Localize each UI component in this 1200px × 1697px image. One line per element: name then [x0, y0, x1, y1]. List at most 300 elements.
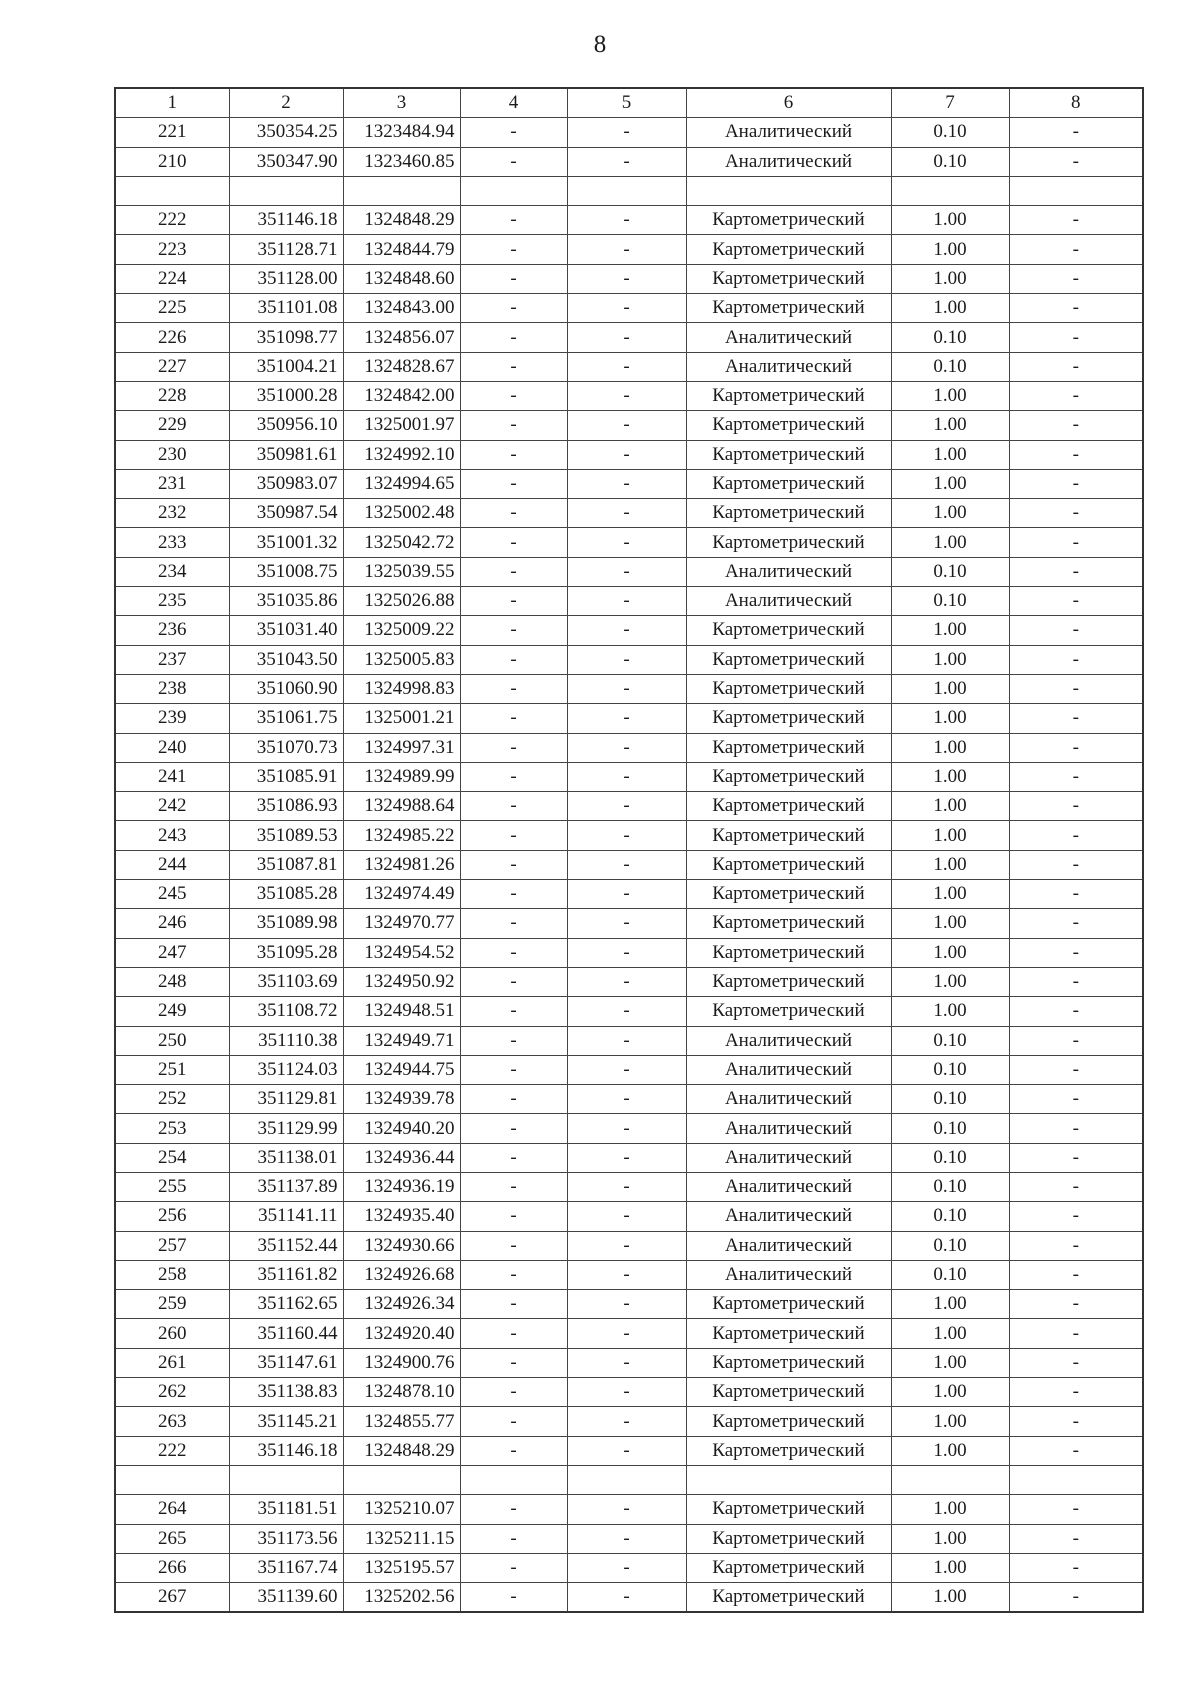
column-header-1: 1	[115, 88, 229, 118]
point-number-cell: 249	[115, 997, 229, 1026]
method-cell: Картометрический	[686, 469, 891, 498]
table-row	[115, 1260, 1143, 1289]
column-4-cell: -	[460, 1202, 567, 1231]
table-row	[115, 557, 1143, 586]
accuracy-cell: 1.00	[891, 645, 1009, 674]
table-row	[115, 997, 1143, 1026]
x-coordinate-cell: 350981.61	[229, 440, 343, 469]
column-5-cell: -	[567, 1172, 686, 1201]
y-coordinate-cell: 1324936.44	[343, 1143, 460, 1172]
y-coordinate-cell: 1323460.85	[343, 147, 460, 176]
accuracy-cell: 0.10	[891, 1114, 1009, 1143]
table-row	[115, 733, 1143, 762]
accuracy-cell: 1.00	[891, 235, 1009, 264]
point-number-cell: 259	[115, 1290, 229, 1319]
column-header-8: 8	[1009, 88, 1143, 118]
point-number-cell: 222	[115, 206, 229, 235]
point-number-cell: 210	[115, 147, 229, 176]
x-coordinate-cell: 350347.90	[229, 147, 343, 176]
column-5-cell: -	[567, 1378, 686, 1407]
point-number-cell: 253	[115, 1114, 229, 1143]
column-4-cell: -	[460, 411, 567, 440]
method-cell: Аналитический	[686, 587, 891, 616]
table-row	[115, 1319, 1143, 1348]
method-cell: Картометрический	[686, 997, 891, 1026]
point-number-cell: 243	[115, 821, 229, 850]
column-8-cell: -	[1009, 821, 1143, 850]
y-coordinate-cell: 1324842.00	[343, 381, 460, 410]
point-number-cell: 225	[115, 294, 229, 323]
accuracy-cell: 1.00	[891, 909, 1009, 938]
table-row	[115, 1436, 1143, 1465]
point-number-cell: 234	[115, 557, 229, 586]
table-row	[115, 1290, 1143, 1319]
y-coordinate-cell: 1324828.67	[343, 352, 460, 381]
column-4-cell: -	[460, 557, 567, 586]
table-header-row	[115, 88, 1143, 118]
table-body	[115, 118, 1143, 1613]
y-coordinate-cell: 1325211.15	[343, 1524, 460, 1553]
y-coordinate-cell: 1324855.77	[343, 1407, 460, 1436]
column-5-cell: -	[567, 1202, 686, 1231]
y-coordinate-cell: 1324948.51	[343, 997, 460, 1026]
method-cell: Картометрический	[686, 1348, 891, 1377]
point-number-cell: 230	[115, 440, 229, 469]
accuracy-cell: 1.00	[891, 821, 1009, 850]
y-coordinate-cell: 1325001.21	[343, 704, 460, 733]
column-5-cell: -	[567, 880, 686, 909]
column-4-cell: -	[460, 1495, 567, 1524]
method-cell: Картометрический	[686, 1553, 891, 1582]
column-4-cell: -	[460, 1553, 567, 1582]
x-coordinate-cell: 351139.60	[229, 1583, 343, 1613]
method-cell: Картометрический	[686, 1524, 891, 1553]
accuracy-cell: 1.00	[891, 499, 1009, 528]
y-coordinate-cell: 1324989.99	[343, 762, 460, 791]
x-coordinate-cell: 351161.82	[229, 1260, 343, 1289]
table-row	[115, 762, 1143, 791]
method-cell: Картометрический	[686, 1290, 891, 1319]
table-row	[115, 850, 1143, 879]
method-cell: Аналитический	[686, 1055, 891, 1084]
accuracy-cell: 0.10	[891, 1055, 1009, 1084]
point-number-cell: 226	[115, 323, 229, 352]
x-coordinate-cell: 351138.01	[229, 1143, 343, 1172]
column-5-cell: -	[567, 411, 686, 440]
point-number-cell: 236	[115, 616, 229, 645]
method-cell: Аналитический	[686, 1172, 891, 1201]
column-4-cell: -	[460, 264, 567, 293]
method-cell	[686, 176, 891, 205]
column-4-cell: -	[460, 294, 567, 323]
point-number-cell	[115, 176, 229, 205]
y-coordinate-cell: 1325001.97	[343, 411, 460, 440]
accuracy-cell	[891, 1465, 1009, 1494]
y-coordinate-cell: 1324949.71	[343, 1026, 460, 1055]
y-coordinate-cell: 1325210.07	[343, 1495, 460, 1524]
column-4-cell: -	[460, 1290, 567, 1319]
column-header-3: 3	[343, 88, 460, 118]
column-8-cell: -	[1009, 235, 1143, 264]
column-5-cell: -	[567, 147, 686, 176]
x-coordinate-cell: 350983.07	[229, 469, 343, 498]
x-coordinate-cell: 351146.18	[229, 1436, 343, 1465]
column-8-cell: -	[1009, 147, 1143, 176]
column-4-cell	[460, 1465, 567, 1494]
y-coordinate-cell: 1324981.26	[343, 850, 460, 879]
accuracy-cell: 1.00	[891, 967, 1009, 996]
table-row	[115, 1085, 1143, 1114]
x-coordinate-cell: 351124.03	[229, 1055, 343, 1084]
x-coordinate-cell: 351129.81	[229, 1085, 343, 1114]
x-coordinate-cell: 351129.99	[229, 1114, 343, 1143]
column-5-cell: -	[567, 352, 686, 381]
column-5-cell	[567, 176, 686, 205]
column-5-cell: -	[567, 1055, 686, 1084]
column-4-cell: -	[460, 1114, 567, 1143]
method-cell: Аналитический	[686, 147, 891, 176]
y-coordinate-cell: 1324920.40	[343, 1319, 460, 1348]
column-8-cell: -	[1009, 1524, 1143, 1553]
column-8-cell: -	[1009, 323, 1143, 352]
column-8-cell: -	[1009, 1290, 1143, 1319]
table-row	[115, 1378, 1143, 1407]
point-number-cell: 240	[115, 733, 229, 762]
point-number-cell: 258	[115, 1260, 229, 1289]
column-5-cell: -	[567, 616, 686, 645]
table-row	[115, 294, 1143, 323]
x-coordinate-cell: 351004.21	[229, 352, 343, 381]
column-header-6: 6	[686, 88, 891, 118]
column-5-cell: -	[567, 1290, 686, 1319]
column-4-cell: -	[460, 206, 567, 235]
table-row	[115, 469, 1143, 498]
point-number-cell: 261	[115, 1348, 229, 1377]
column-8-cell: -	[1009, 762, 1143, 791]
method-cell: Картометрический	[686, 206, 891, 235]
x-coordinate-cell: 351087.81	[229, 850, 343, 879]
column-8-cell: -	[1009, 294, 1143, 323]
column-header-4: 4	[460, 88, 567, 118]
column-5-cell: -	[567, 1524, 686, 1553]
x-coordinate-cell: 351008.75	[229, 557, 343, 586]
column-8-cell: -	[1009, 850, 1143, 879]
column-5-cell: -	[567, 821, 686, 850]
y-coordinate-cell: 1324970.77	[343, 909, 460, 938]
point-number-cell: 224	[115, 264, 229, 293]
point-number-cell: 257	[115, 1231, 229, 1260]
column-5-cell: -	[567, 1026, 686, 1055]
x-coordinate-cell: 351167.74	[229, 1553, 343, 1582]
point-number-cell: 246	[115, 909, 229, 938]
x-coordinate-cell: 351110.38	[229, 1026, 343, 1055]
column-8-cell: -	[1009, 909, 1143, 938]
x-coordinate-cell: 351152.44	[229, 1231, 343, 1260]
method-cell: Картометрический	[686, 762, 891, 791]
point-number-cell: 223	[115, 235, 229, 264]
x-coordinate-cell: 351001.32	[229, 528, 343, 557]
method-cell: Аналитический	[686, 1026, 891, 1055]
table-row	[115, 1348, 1143, 1377]
accuracy-cell: 1.00	[891, 1319, 1009, 1348]
point-number-cell: 244	[115, 850, 229, 879]
column-5-cell: -	[567, 294, 686, 323]
column-5-cell: -	[567, 528, 686, 557]
column-8-cell: -	[1009, 440, 1143, 469]
method-cell: Аналитический	[686, 1114, 891, 1143]
table-row	[115, 118, 1143, 147]
accuracy-cell: 1.00	[891, 381, 1009, 410]
method-cell: Картометрический	[686, 880, 891, 909]
x-coordinate-cell: 351146.18	[229, 206, 343, 235]
column-4-cell: -	[460, 147, 567, 176]
point-number-cell: 263	[115, 1407, 229, 1436]
method-cell: Картометрический	[686, 411, 891, 440]
column-4-cell: -	[460, 1231, 567, 1260]
point-number-cell: 232	[115, 499, 229, 528]
y-coordinate-cell: 1324974.49	[343, 880, 460, 909]
column-4-cell: -	[460, 967, 567, 996]
method-cell: Аналитический	[686, 1143, 891, 1172]
column-5-cell: -	[567, 118, 686, 147]
y-coordinate-cell: 1324900.76	[343, 1348, 460, 1377]
y-coordinate-cell: 1324940.20	[343, 1114, 460, 1143]
point-number-cell: 267	[115, 1583, 229, 1613]
method-cell: Картометрический	[686, 645, 891, 674]
column-5-cell: -	[567, 1231, 686, 1260]
column-4-cell: -	[460, 1436, 567, 1465]
column-8-cell: -	[1009, 1436, 1143, 1465]
accuracy-cell: 1.00	[891, 469, 1009, 498]
point-number-cell: 231	[115, 469, 229, 498]
point-number-cell: 260	[115, 1319, 229, 1348]
point-number-cell: 254	[115, 1143, 229, 1172]
table-row	[115, 792, 1143, 821]
method-cell: Картометрический	[686, 909, 891, 938]
column-5-cell: -	[567, 323, 686, 352]
y-coordinate-cell: 1325195.57	[343, 1553, 460, 1582]
column-4-cell: -	[460, 1319, 567, 1348]
table-row	[115, 967, 1143, 996]
column-8-cell: -	[1009, 1172, 1143, 1201]
table-row	[115, 206, 1143, 235]
y-coordinate-cell: 1324954.52	[343, 938, 460, 967]
column-5-cell: -	[567, 909, 686, 938]
method-cell: Картометрический	[686, 938, 891, 967]
column-4-cell: -	[460, 1143, 567, 1172]
column-8-cell: -	[1009, 1348, 1143, 1377]
page-number: 8	[593, 31, 607, 58]
point-number-cell: 222	[115, 1436, 229, 1465]
column-4-cell: -	[460, 733, 567, 762]
y-coordinate-cell: 1324994.65	[343, 469, 460, 498]
table-row	[115, 1495, 1143, 1524]
column-8-cell: -	[1009, 1026, 1143, 1055]
accuracy-cell: 0.10	[891, 1260, 1009, 1289]
column-8-cell: -	[1009, 1319, 1143, 1348]
column-4-cell: -	[460, 469, 567, 498]
y-coordinate-cell: 1324844.79	[343, 235, 460, 264]
x-coordinate-cell: 351070.73	[229, 733, 343, 762]
table-row	[115, 1553, 1143, 1582]
x-coordinate-cell: 351000.28	[229, 381, 343, 410]
column-8-cell: -	[1009, 528, 1143, 557]
table-row	[115, 645, 1143, 674]
column-8-cell: -	[1009, 1231, 1143, 1260]
y-coordinate-cell: 1325042.72	[343, 528, 460, 557]
y-coordinate-cell: 1324997.31	[343, 733, 460, 762]
y-coordinate-cell: 1324848.29	[343, 206, 460, 235]
column-8-cell: -	[1009, 352, 1143, 381]
accuracy-cell: 1.00	[891, 294, 1009, 323]
column-4-cell: -	[460, 1378, 567, 1407]
column-4-cell: -	[460, 1407, 567, 1436]
column-5-cell: -	[567, 1407, 686, 1436]
y-coordinate-cell: 1324936.19	[343, 1172, 460, 1201]
point-number-cell	[115, 1465, 229, 1494]
column-5-cell: -	[567, 645, 686, 674]
x-coordinate-cell: 351141.11	[229, 1202, 343, 1231]
column-8-cell: -	[1009, 1378, 1143, 1407]
y-coordinate-cell: 1324992.10	[343, 440, 460, 469]
column-4-cell: -	[460, 1085, 567, 1114]
point-number-cell: 255	[115, 1172, 229, 1201]
y-coordinate-cell: 1324878.10	[343, 1378, 460, 1407]
column-4-cell: -	[460, 118, 567, 147]
x-coordinate-cell: 351089.98	[229, 909, 343, 938]
point-number-cell: 245	[115, 880, 229, 909]
column-4-cell: -	[460, 528, 567, 557]
table-separator-row	[115, 1465, 1143, 1494]
column-5-cell: -	[567, 1260, 686, 1289]
column-4-cell: -	[460, 1026, 567, 1055]
table-row	[115, 938, 1143, 967]
column-5-cell: -	[567, 440, 686, 469]
column-5-cell: -	[567, 997, 686, 1026]
column-4-cell: -	[460, 1348, 567, 1377]
method-cell: Картометрический	[686, 674, 891, 703]
column-8-cell: -	[1009, 1407, 1143, 1436]
method-cell: Картометрический	[686, 821, 891, 850]
accuracy-cell: 1.00	[891, 1407, 1009, 1436]
column-4-cell: -	[460, 850, 567, 879]
column-8-cell: -	[1009, 967, 1143, 996]
point-number-cell: 252	[115, 1085, 229, 1114]
x-coordinate-cell: 351160.44	[229, 1319, 343, 1348]
accuracy-cell: 1.00	[891, 997, 1009, 1026]
y-coordinate-cell: 1325039.55	[343, 557, 460, 586]
point-number-cell: 239	[115, 704, 229, 733]
accuracy-cell: 1.00	[891, 792, 1009, 821]
column-5-cell: -	[567, 206, 686, 235]
x-coordinate-cell: 351128.71	[229, 235, 343, 264]
x-coordinate-cell: 351035.86	[229, 587, 343, 616]
method-cell: Аналитический	[686, 1231, 891, 1260]
column-8-cell: -	[1009, 1260, 1143, 1289]
x-coordinate-cell: 351145.21	[229, 1407, 343, 1436]
column-4-cell: -	[460, 909, 567, 938]
accuracy-cell: 1.00	[891, 616, 1009, 645]
column-8-cell: -	[1009, 733, 1143, 762]
column-5-cell: -	[567, 381, 686, 410]
table-row	[115, 1407, 1143, 1436]
accuracy-cell: 0.10	[891, 1143, 1009, 1172]
method-cell: Картометрический	[686, 1583, 891, 1613]
point-number-cell: 233	[115, 528, 229, 557]
column-5-cell: -	[567, 938, 686, 967]
accuracy-cell: 0.10	[891, 1085, 1009, 1114]
x-coordinate-cell: 351103.69	[229, 967, 343, 996]
coordinates-table	[114, 87, 1144, 1613]
table-row	[115, 235, 1143, 264]
x-coordinate-cell: 351085.28	[229, 880, 343, 909]
column-4-cell: -	[460, 1524, 567, 1553]
column-8-cell: -	[1009, 997, 1143, 1026]
accuracy-cell: 0.10	[891, 1231, 1009, 1260]
table-row	[115, 499, 1143, 528]
column-8-cell: -	[1009, 938, 1143, 967]
column-4-cell: -	[460, 1260, 567, 1289]
method-cell: Аналитический	[686, 323, 891, 352]
accuracy-cell: 1.00	[891, 1378, 1009, 1407]
column-8-cell: -	[1009, 792, 1143, 821]
y-coordinate-cell: 1324848.60	[343, 264, 460, 293]
y-coordinate-cell: 1324848.29	[343, 1436, 460, 1465]
column-4-cell: -	[460, 1172, 567, 1201]
y-coordinate-cell: 1324988.64	[343, 792, 460, 821]
column-8-cell: -	[1009, 1202, 1143, 1231]
accuracy-cell: 1.00	[891, 1436, 1009, 1465]
column-header-5: 5	[567, 88, 686, 118]
accuracy-cell: 1.00	[891, 1495, 1009, 1524]
table-row	[115, 1583, 1143, 1613]
method-cell	[686, 1465, 891, 1494]
column-5-cell: -	[567, 469, 686, 498]
point-number-cell: 237	[115, 645, 229, 674]
x-coordinate-cell: 351060.90	[229, 674, 343, 703]
table-row	[115, 1172, 1143, 1201]
point-number-cell: 247	[115, 938, 229, 967]
accuracy-cell: 1.00	[891, 1290, 1009, 1319]
table-row	[115, 674, 1143, 703]
column-8-cell	[1009, 176, 1143, 205]
column-4-cell: -	[460, 880, 567, 909]
x-coordinate-cell: 350956.10	[229, 411, 343, 440]
x-coordinate-cell: 351147.61	[229, 1348, 343, 1377]
table-row	[115, 1202, 1143, 1231]
column-5-cell: -	[567, 1348, 686, 1377]
accuracy-cell: 1.00	[891, 674, 1009, 703]
column-5-cell: -	[567, 1085, 686, 1114]
y-coordinate-cell: 1324998.83	[343, 674, 460, 703]
column-5-cell: -	[567, 967, 686, 996]
column-8-cell: -	[1009, 1553, 1143, 1582]
x-coordinate-cell: 351095.28	[229, 938, 343, 967]
column-4-cell: -	[460, 821, 567, 850]
column-8-cell: -	[1009, 264, 1143, 293]
method-cell: Картометрический	[686, 850, 891, 879]
column-5-cell: -	[567, 792, 686, 821]
column-4-cell: -	[460, 674, 567, 703]
column-4-cell: -	[460, 352, 567, 381]
accuracy-cell: 1.00	[891, 880, 1009, 909]
column-5-cell: -	[567, 264, 686, 293]
x-coordinate-cell: 351138.83	[229, 1378, 343, 1407]
column-4-cell: -	[460, 381, 567, 410]
point-number-cell: 242	[115, 792, 229, 821]
column-5-cell	[567, 1465, 686, 1494]
column-8-cell: -	[1009, 411, 1143, 440]
